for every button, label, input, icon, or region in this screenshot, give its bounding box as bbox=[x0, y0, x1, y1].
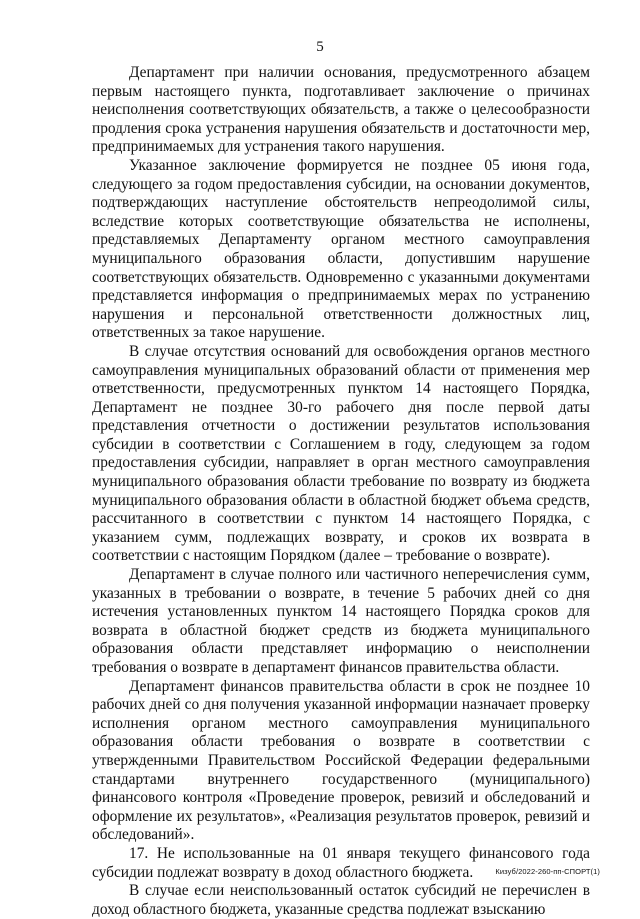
paragraph-1: Департамент при наличии основания, предусмотренного абзацем первым настоящего пункта, подготавливает заключение о причинах неисполнения соответствующих обязательств, а также о целесообразности продления срока устранения нарушения обязательств и достаточности мер, предпринимаемых для устранения такого нарушения. bbox=[92, 64, 590, 156]
paragraph-7: В случае если неиспользованный остаток субсидий не перечислен в доход областного бюджета, указанные средства подлежат взысканию bbox=[92, 882, 590, 918]
page-number: 5 bbox=[316, 39, 324, 55]
paragraph-6: 17. Не использованные на 01 января текущего финансового года субсидии подлежат возврату в доход областного бюджета. bbox=[92, 844, 590, 881]
document-footer-code: Кизуб/2022-260-пп-СПОРТ(1) bbox=[495, 867, 600, 876]
paragraph-3: В случае отсутствия оснований для освобождения органов местного самоуправления муниципальных образований области от применения мер ответственности, предусмотренных пунктом 14 настоящего Порядка, Департамент не позднее 30-го рабочего дня после первой даты представления отчетности о достижении результатов использования субсидии в соответствии с Соглашением в году, следующем за годом предоставления субсидии, направляет в орган местного самоуправления муниципального образования области требование по возврату из бюджета муниципального образования области в областной бюджет объема средств, рассчитанного в соответствии с пунктом 14 настоящего Порядка, с указанием сумм, подлежащих возврату, и сроков их возврата в соответствии с настоящим Порядком (далее – требование о возврате). bbox=[92, 342, 590, 565]
paragraph-5: Департамент финансов правительства области в срок не позднее 10 рабочих дней со дня получения указанной информации назначает проверку исполнения органом местного самоуправления муниципального образования области требования о возврате в соответствии с утвержденными Правительством Российской Федерации федеральными стандартами внутреннего государственного (муниципального) финансового контроля «Проведение проверок, ревизий и обследований и оформление их результатов», «Реализация результатов проверок, ревизий и обследований». bbox=[92, 677, 590, 844]
paragraph-4: Департамент в случае полного или частичного неперечисления сумм, указанных в требовании о возврате, в течение 5 рабочих дней со дня истечения установленных пунктом 14 настоящего Порядка сроков для возврата в областной бюджет средств из бюджета муниципального образования области представляет информацию о неисполнении требования о возврате в департамент финансов правительства области. bbox=[92, 566, 590, 676]
paragraph-2: Указанное заключение формируется не позднее 05 июня года, следующего за годом предоставления субсидии, на основании документов, подтверждающих наступление обстоятельств непреодолимой силы, вследствие которых соответствующие обязательства не исполнены, представляемых Департаменту органом местного самоуправления муниципального образования области, допустившим нарушение соответствующих обязательств. Одновременно с указанными документами представляется информация о предпринимаемых мерах по устранению нарушения и персональной ответственности должностных лиц, ответственных за такое нарушение. bbox=[92, 156, 590, 342]
document-body bbox=[92, 64, 590, 919]
